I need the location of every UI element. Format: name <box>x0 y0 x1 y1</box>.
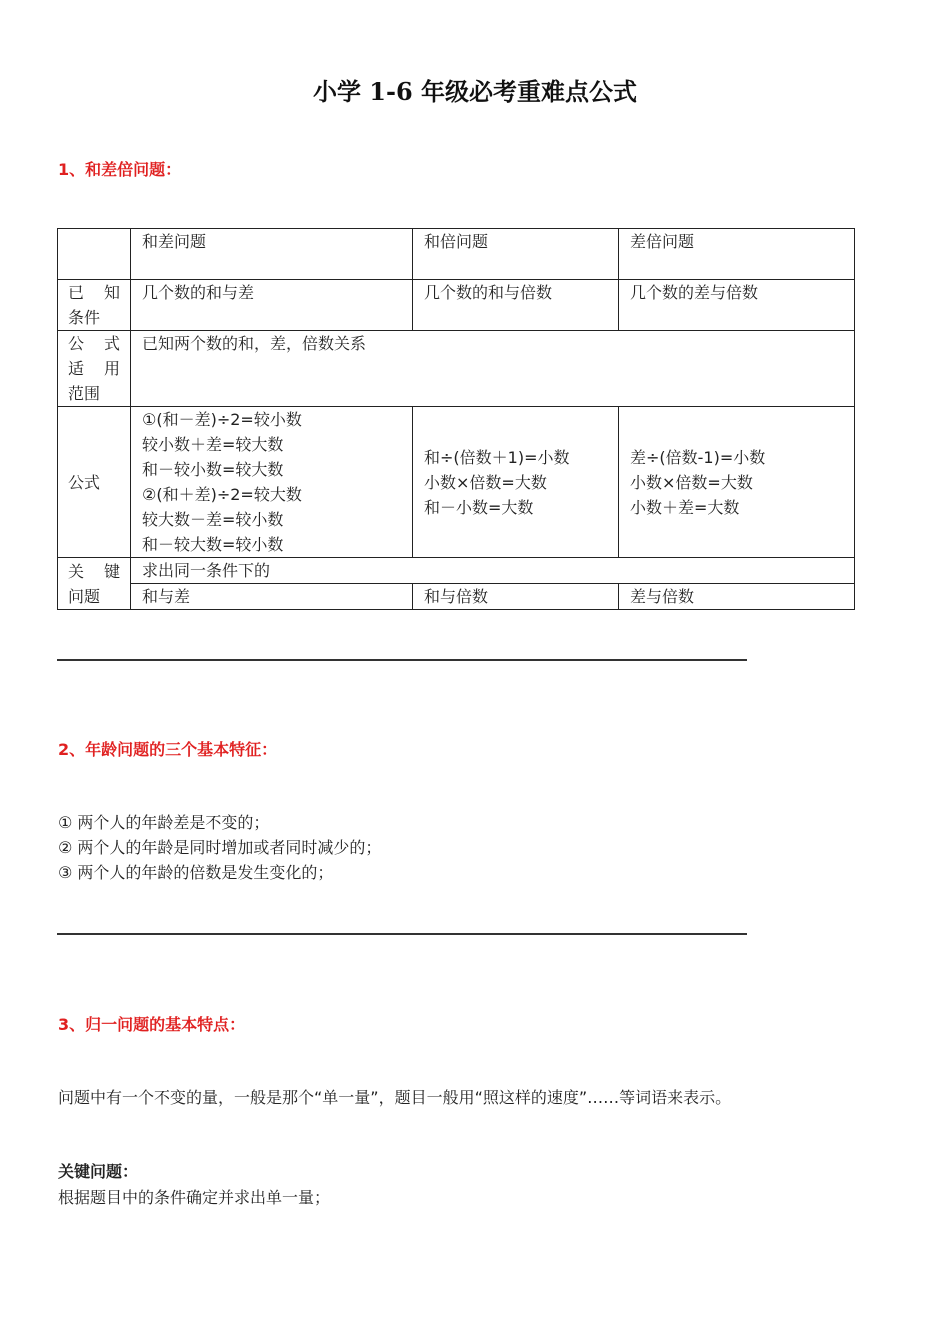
comparison-table <box>57 228 855 610</box>
table-cell-key-top: 求出同一条件下的 <box>131 558 855 584</box>
formula-line: ①(和－差)÷2=较小数 <box>142 410 302 429</box>
formula-cell-sum-diff <box>131 407 413 558</box>
label-char: 已 <box>68 283 85 302</box>
list-item: ② 两个人的年龄是同时增加或者同时减少的； <box>58 838 382 857</box>
table-cell: 几个数的和与倍数 <box>413 280 619 331</box>
table-cell: 几个数的和与差 <box>131 280 413 331</box>
label-char: 适 <box>68 359 85 378</box>
formula-line: 和－小数=大数 <box>424 497 534 517</box>
formula-line: 小数×倍数=大数 <box>424 472 547 492</box>
formula-line: 和－较大数=较小数 <box>142 535 284 554</box>
formula-line: 较大数－差=较小数 <box>142 510 284 529</box>
table-row-formula <box>58 407 855 558</box>
label-char: 关 <box>68 561 85 581</box>
page-title: 小学 1-6 年级必考重难点公式 <box>312 77 638 106</box>
label-char: 知 <box>103 283 120 302</box>
key-question-text: 根据题目中的条件确定并求出单一量； <box>58 1188 331 1207</box>
formula-line: 小数＋差=大数 <box>630 497 740 517</box>
key-question-label: 关键问题： <box>58 1162 139 1181</box>
formula-line: 和－较小数=较大数 <box>142 460 284 479</box>
formula-line: 和÷(倍数＋1)=小数 <box>424 447 570 467</box>
age-features-list <box>58 810 381 885</box>
formula-line: ②(和＋差)÷2=较大数 <box>142 485 302 504</box>
row-label-scope <box>58 331 131 407</box>
table-row-known <box>58 280 855 331</box>
table-cell: 差与倍数 <box>619 584 855 610</box>
label-char: 条件 <box>68 308 101 327</box>
table-row-key-top <box>58 558 855 584</box>
table-cell: 几个数的差与倍数 <box>619 280 855 331</box>
header-diff-multiple: 差倍问题 <box>619 229 855 280</box>
formula-line: 小数×倍数=大数 <box>630 472 753 492</box>
divider <box>57 659 747 661</box>
section-1-heading: 1、和差倍问题： <box>58 160 182 179</box>
section-3-paragraph: 问题中有一个不变的量，一般是那个“单一量”，题目一般用“照这样的速度”……等词语来表示。 <box>58 1088 732 1107</box>
table-header-row <box>58 229 855 280</box>
label-char: 问题 <box>68 586 101 606</box>
formula-cell-diff-multiple <box>619 407 855 558</box>
section-2-heading: 2、年龄问题的三个基本特征： <box>58 740 278 759</box>
table-cell: 和与倍数 <box>413 584 619 610</box>
formula-cell-sum-multiple <box>413 407 619 558</box>
formula-line: 较小数＋差=较大数 <box>142 435 284 454</box>
label-char: 键 <box>103 561 120 581</box>
header-sum-multiple: 和倍问题 <box>413 229 619 280</box>
row-label-key <box>58 558 131 610</box>
row-label-formula: 公式 <box>58 407 131 558</box>
label-char: 用 <box>103 359 120 378</box>
list-item: ① 两个人的年龄差是不变的； <box>58 813 270 832</box>
section-3-heading: 3、归一问题的基本特点： <box>58 1015 246 1034</box>
header-sum-diff: 和差问题 <box>131 229 413 280</box>
label-char: 范围 <box>68 384 101 403</box>
list-item: ③ 两个人的年龄的倍数是发生变化的； <box>58 863 334 882</box>
table-row-scope <box>58 331 855 407</box>
label-char: 式 <box>103 334 120 353</box>
table-cell: 和与差 <box>131 584 413 610</box>
divider <box>57 933 747 935</box>
table-cell-scope: 已知两个数的和，差，倍数关系 <box>131 331 855 407</box>
table-row-key-bottom <box>58 584 855 610</box>
table-corner-cell <box>58 229 131 280</box>
formula-line: 差÷(倍数-1)=小数 <box>630 447 766 467</box>
row-label-known <box>58 280 131 331</box>
label-char: 公 <box>68 334 85 353</box>
